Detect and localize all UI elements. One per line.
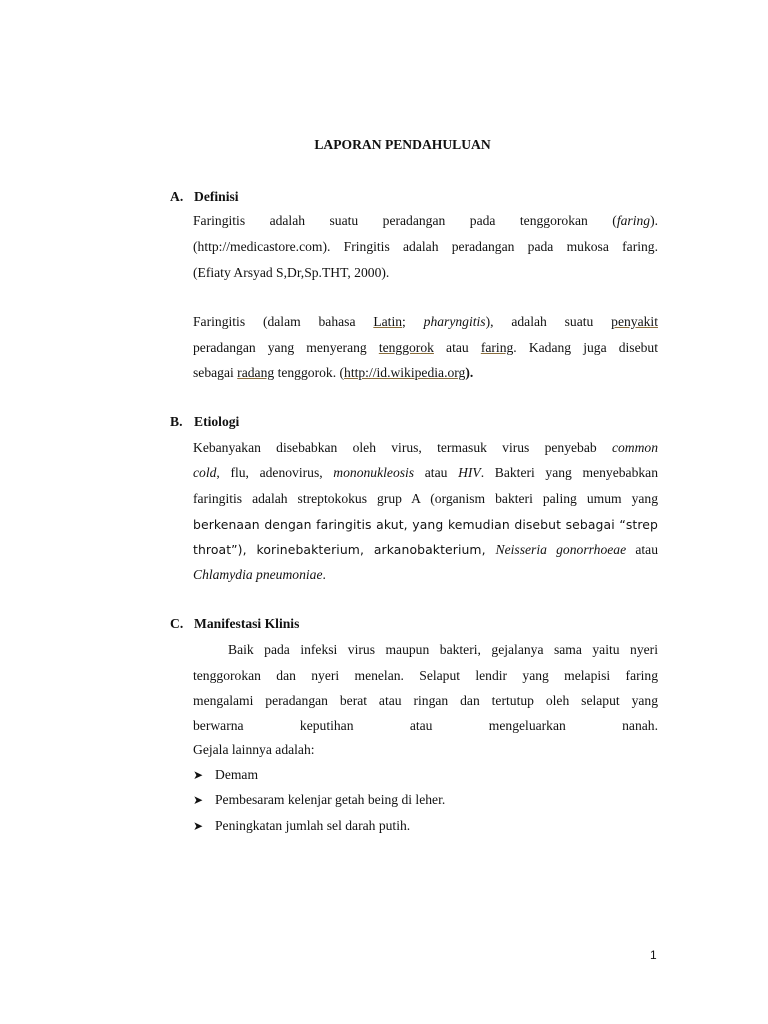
p2-text-end: ).	[465, 365, 474, 380]
definisi-line-2: (http://medicastore.com). Fringitis adalah peradangan pada mukosa faring.	[193, 239, 658, 254]
section-a-heading	[170, 189, 239, 205]
manifestasi-line-3: mengalami peradangan berat atau ringan dan tertutup oleh selaput yang	[193, 693, 658, 708]
etiologi-text: throat”), korinebakterium, arkanobakterium,	[193, 542, 496, 557]
definisi-p2-line-3	[193, 364, 658, 382]
mononukleosis-italic: mononukleosis	[333, 465, 415, 480]
section-a-label: A.	[170, 189, 184, 204]
section-a-title: Definisi	[194, 189, 239, 204]
list-item	[193, 767, 258, 783]
etiologi-line-4: berkenaan dengan faringitis akut, yang kemudian disebut sebagai “strep	[193, 517, 658, 532]
p2-text: ;	[402, 314, 424, 329]
etiologi-line-3: faringitis adalah streptokokus grup A (organism bakteri paling umum yang	[193, 491, 658, 506]
cold-italic: cold	[193, 465, 217, 480]
page-number: 1	[650, 948, 657, 962]
list-item-text: Demam	[215, 767, 259, 782]
tenggorok-link[interactable]: tenggorok	[378, 340, 434, 355]
p2-text: Faringitis (dalam bahasa	[193, 314, 374, 329]
p2-text: ), adalah suatu	[485, 314, 612, 329]
radang-link[interactable]: radang	[237, 365, 275, 380]
manifestasi-line-2: tenggorokan dan nyeri menelan. Selaput lendir yang melapisi faring	[193, 668, 658, 683]
definisi-p2-line-1	[193, 313, 658, 331]
list-item	[193, 792, 445, 808]
etiologi-text: atau	[626, 542, 658, 557]
latin-link[interactable]: Latin	[373, 314, 403, 329]
section-b-title: Etiologi	[194, 414, 240, 429]
pharyngitis-italic: pharyngitis	[423, 314, 486, 329]
hiv-italic: HIV	[458, 465, 481, 480]
definisi-text-end: ).	[650, 213, 658, 228]
manifestasi-line-4: berwarna keputihan atau mengeluarkan nanah.	[193, 718, 658, 733]
etiologi-line-2	[193, 464, 658, 482]
neisseria-italic: Neisseria gonorrhoeae	[495, 542, 627, 557]
section-b-heading	[170, 414, 239, 430]
faring-italic: faring	[616, 213, 651, 228]
common-italic: common	[611, 440, 658, 455]
etiologi-text-end: .	[322, 567, 326, 582]
p2-text: . Kadang juga disebut	[513, 340, 658, 355]
list-item	[193, 818, 410, 834]
page-title: LAPORAN PENDAHULUAN	[314, 137, 491, 152]
definisi-p2-line-2	[193, 339, 658, 357]
chlamydia-italic: Chlamydia pneumoniae	[193, 567, 323, 582]
list-item-text: Pembesaram kelenjar getah being di leher.	[215, 792, 446, 807]
manifestasi-line-5: Gejala lainnya adalah:	[193, 742, 315, 757]
etiologi-line-1	[193, 439, 658, 457]
etiologi-text: Kebanyakan disebabkan oleh virus, termasuk virus penyebab	[193, 440, 612, 455]
manifestasi-line-1: Baik pada infeksi virus maupun bakteri, gejalanya sama yaitu nyeri	[228, 642, 658, 657]
faring-link[interactable]: faring	[480, 340, 514, 355]
section-c-label: C.	[170, 616, 184, 631]
etiologi-line-6	[193, 566, 658, 584]
wikipedia-link[interactable]: http://id.wikipedia.org	[344, 365, 466, 380]
arrow-bullet-icon: ➤	[193, 768, 204, 782]
definisi-line-3: (Efiaty Arsyad S,Dr,Sp.THT, 2000).	[193, 265, 390, 280]
section-c-title: Manifestasi Klinis	[194, 616, 300, 631]
list-item-text: Peningkatan jumlah sel darah putih.	[215, 818, 411, 833]
etiologi-line-5	[193, 541, 658, 559]
section-c-heading	[170, 616, 299, 632]
p2-text: atau	[433, 340, 481, 355]
definisi-line-1	[193, 212, 658, 230]
section-b-label: B.	[170, 414, 183, 429]
etiologi-text: , flu, adenovirus,	[216, 465, 334, 480]
definisi-text: Faringitis adalah suatu peradangan pada tenggorokan (	[193, 213, 617, 228]
p2-text: tenggorok. (	[274, 365, 345, 380]
p2-text: peradangan yang menyerang	[193, 340, 379, 355]
arrow-bullet-icon: ➤	[193, 793, 204, 807]
etiologi-text: . Bakteri yang menyebabkan	[480, 465, 658, 480]
etiologi-text: atau	[414, 465, 459, 480]
arrow-bullet-icon: ➤	[193, 819, 204, 833]
p2-text: sebagai	[193, 365, 238, 380]
penyakit-link[interactable]: penyakit	[611, 314, 658, 329]
